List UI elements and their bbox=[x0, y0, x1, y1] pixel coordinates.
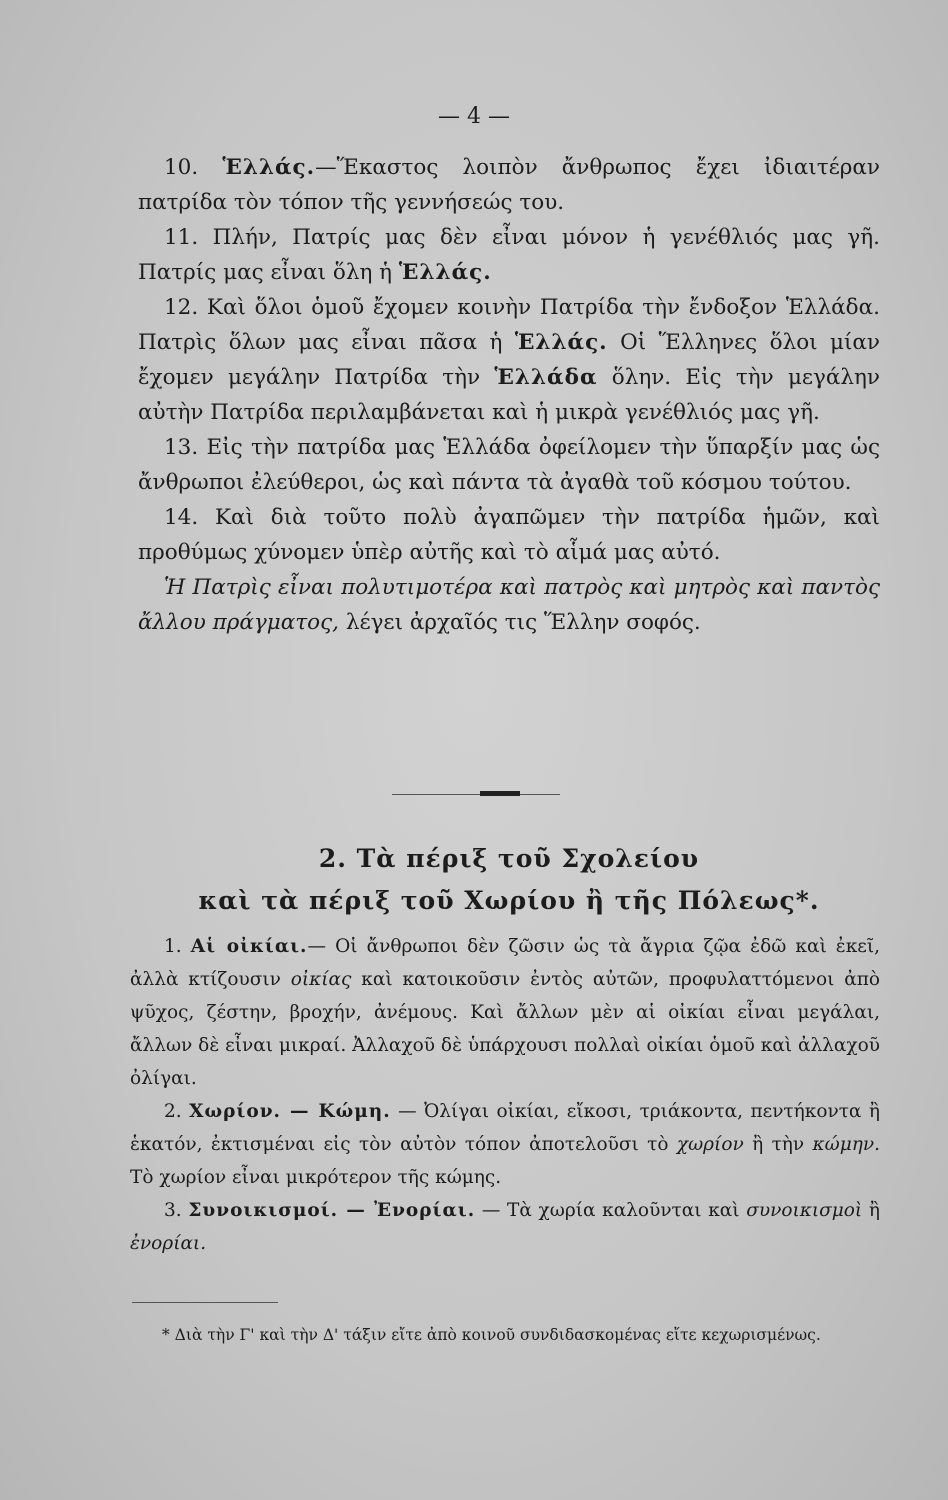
heading-line-2: καὶ τὰ πέριξ τοῦ Χωρίου ἢ τῆς Πόλεως*. bbox=[198, 886, 820, 915]
paragraph-10 bbox=[138, 150, 880, 220]
keyword: Ἑλλάς. bbox=[222, 155, 316, 180]
item-keyword: Αἱ οἰκίαι. bbox=[190, 936, 308, 957]
item-italic: οἰκίας bbox=[290, 969, 352, 990]
item-text: ἢ τὴν bbox=[752, 1134, 805, 1155]
page-number: — 4 — bbox=[438, 104, 510, 129]
paragraph-14 bbox=[138, 500, 880, 570]
paragraph-text: —Ἕκαστος λοιπὸν ἄνθρωπος ἔχει ἰδιαιτέραν πατρίδα τὸν τόπον τῆς γεννήσεώς του. bbox=[138, 155, 880, 215]
section-divider bbox=[392, 794, 560, 795]
quote-paragraph bbox=[138, 570, 880, 640]
item-number: 1. bbox=[164, 936, 182, 957]
paragraph-number: 14. bbox=[164, 505, 199, 530]
item-italic: συνοικισμοὶ bbox=[746, 1200, 863, 1221]
heading-line-1: 2. Τὰ πέριξ τοῦ Σχολείου bbox=[318, 844, 700, 873]
paragraph-number: 10. bbox=[164, 155, 199, 180]
item-text: καὶ κατοικοῦσιν ἐντὸς αὐτῶν, προφυλαττόμενοι ἀπὸ ψῦχος, ζέστην, βροχήν, ἀνέμους. Καὶ ἄλλων μὲν αἱ οἰκίαι εἶναι μεγάλαι, ἄλλων δὲ εἶναι μικραί. Ἀλλαχοῦ δὲ ὑπάρχουσι πολλαὶ οἰκίαι ὁμοῦ καὶ ἀλλαχοῦ ὀλίγαι. bbox=[130, 969, 880, 1089]
item-text: — Οἱ ἄνθρωποι δὲν ζῶσιν ὡς τὰ ἄγρια ζῷα ἐδῶ καὶ ἐκεῖ, ἀλλὰ κτίζουσιν bbox=[130, 936, 881, 990]
item-keyword: Συνοικισμοί. — Ἐνορίαι. bbox=[188, 1200, 476, 1221]
paragraph-text: Καὶ διὰ τοῦτο πολὺ ἀγαπῶμεν τὴν πατρίδα ἡμῶν, καὶ προθύμως χύνομεν ὑπὲρ αὐτῆς καὶ τὸ αἷμά μας αὐτό. bbox=[138, 505, 880, 565]
item-text: ἢ bbox=[868, 1200, 880, 1221]
section-divider-ornament bbox=[480, 791, 520, 796]
footnote-divider bbox=[132, 1302, 278, 1303]
paragraph-text: Εἰς τὴν πατρίδα μας Ἑλλάδα ὀφείλομεν τὴν ὕπαρξίν μας ὡς ἄνθρωποι ἐλεύθεροι, ὡς καὶ πάντα τὰ ἀγαθὰ τοῦ κόσμου τούτου. bbox=[138, 435, 880, 495]
item-text: Τὸ χωρίον εἶναι μικρότερον τῆς κώμης. bbox=[130, 1167, 502, 1188]
paragraph-number: 11. bbox=[164, 225, 199, 250]
item-keyword: Χωρίον. — Κώμη. bbox=[189, 1101, 391, 1122]
quote-italic: Ἡ Πατρὶς εἶναι πολυτιμοτέρα καὶ πατρὸς καὶ μητρὸς καὶ παντὸς ἄλλου πράγματος, bbox=[138, 575, 880, 635]
section-heading bbox=[138, 838, 880, 922]
section-item-3 bbox=[130, 1194, 880, 1260]
item-text: — Τὰ χωρία καλοῦνται καὶ bbox=[481, 1200, 740, 1221]
footnote: * Διὰ τὴν Γ' καὶ τὴν Δ' τάξιν εἴτε ἀπὸ κοινοῦ συνδιδασκομένας εἴτε κεχωρισμένως. bbox=[162, 1326, 821, 1344]
paragraph-11 bbox=[138, 220, 880, 290]
section-item-1 bbox=[130, 930, 880, 1095]
paragraph-text: ὅλην. Εἰς τὴν μεγάλην αὐτὴν Πατρίδα περιλαμβάνεται καὶ ἡ μικρὰ γενέθλιός μας γῆ. bbox=[138, 365, 881, 425]
numbered-paragraphs bbox=[138, 150, 880, 640]
paragraph-number: 12. bbox=[164, 295, 199, 320]
paragraph-text: Οἱ Ἕλληνες ὅλοι μίαν ἔχομεν μεγάλην Πατρίδα τὴν bbox=[138, 330, 881, 390]
item-number: 3. bbox=[164, 1200, 182, 1221]
item-italic: ἐνορίαι. bbox=[130, 1233, 207, 1254]
paragraph-12 bbox=[138, 290, 880, 430]
keyword: Ἑλλάς. bbox=[514, 330, 608, 355]
paragraph-text: Καὶ ὅλοι ὁμοῦ ἔχομεν κοινὴν Πατρίδα τὴν ἔνδοξον Ἑλλάδα. Πατρὶς ὅλων μας εἶναι πᾶσα ἡ bbox=[138, 295, 880, 355]
paragraph-13 bbox=[138, 430, 880, 500]
paragraph-number: 13. bbox=[164, 435, 199, 460]
keyword: Ἑλλάδα bbox=[494, 365, 598, 390]
paragraph-text: Πλήν, Πατρίς μας δὲν εἶναι μόνον ἡ γενέθλιός μας γῆ. Πατρίς μας εἶναι ὅλη ἡ bbox=[138, 225, 880, 285]
item-italic: χωρίον bbox=[676, 1134, 744, 1155]
keyword: Ἑλλάς. bbox=[398, 260, 492, 285]
item-number: 2. bbox=[164, 1101, 182, 1122]
section-body bbox=[130, 930, 880, 1260]
section-item-2 bbox=[130, 1095, 880, 1194]
item-italic: κώμην. bbox=[812, 1134, 880, 1155]
quote-attribution: λέγει ἀρχαῖός τις Ἕλλην σοφός. bbox=[345, 610, 701, 635]
item-text: — Ὀλίγαι οἰκίαι, εἴκοσι, τριάκοντα, πεντήκοντα ἢ ἑκατόν, ἐκτισμέναι εἰς τὸν αὐτὸν τόπον ἀποτελοῦσι τὸ bbox=[130, 1101, 880, 1155]
